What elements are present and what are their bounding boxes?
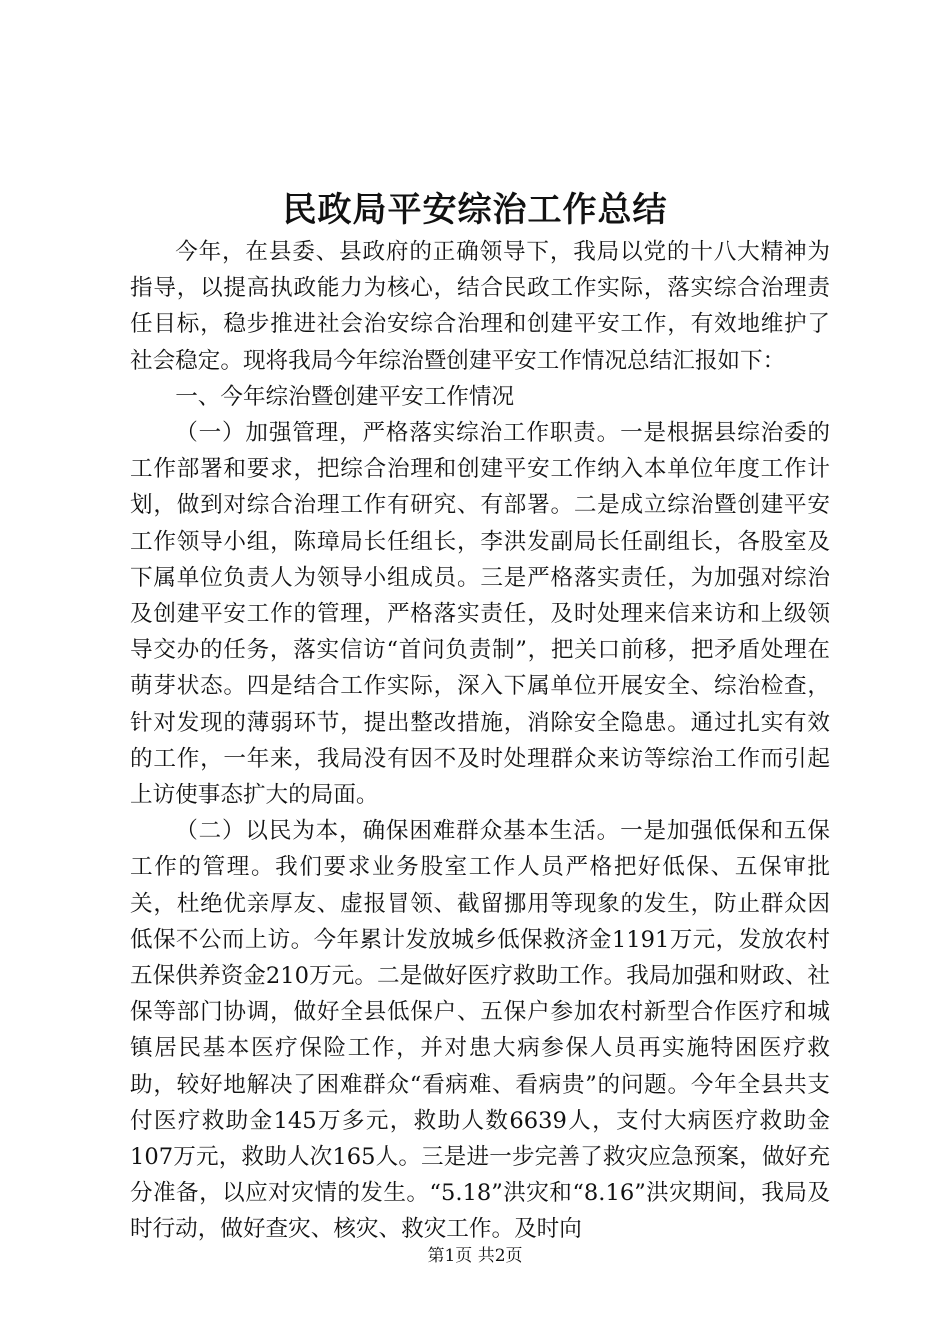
body-paragraph: （一）加强管理，严格落实综治工作职责。一是根据县综治委的工作部署和要求，把综合治理和创建平安工作纳入本单位年度工作计划，做到对综合治理工作有研究、有部署。二是成立综治暨创建平安工作领导小组，陈璋局长任组长，李洪发副局长任副组长，各股室及下属单位负责人为领导小组成员。三是严格落实责任，为加强对综治及创建平安工作的管理，严格落实责任，及时处理来信来访和上级领导交办的任务，落实信访“首问负责制”，把关口前移，把矛盾处理在萌芽状态。四是结合工作实际，深入下属单位开展安全、综治检查，针对发现的薄弱环节，提出整改措施，消除安全隐患。通过扎实有效的工作，一年来，我局没有因不及时处理群众来访等综治工作而引起上访使事态扩大的局面。: [130, 420, 830, 809]
section-heading: 一、今年综治暨创建平安工作情况: [175, 383, 515, 410]
page-footer: 第1页 共2页: [427, 1246, 523, 1266]
intro-paragraph: 今年，在县委、县政府的正确领导下，我局以党的十八大精神为指导，以提高执政能力为核心，结合民政工作实际，落实综合治理责任目标，稳步推进社会治安综合治理和创建平安工作，有效地维护了社会稳定。现将我局今年综治暨创建平安工作情况总结汇报如下：: [130, 239, 830, 374]
document-body: [130, 234, 830, 1248]
document-title: 民政局平安综治工作总结: [282, 190, 668, 230]
body-paragraph: （二）以民为本，确保困难群众基本生活。一是加强低保和五保工作的管理。我们要求业务股室工作人员严格把好低保、五保审批关，杜绝优亲厚友、虚报冒领、截留挪用等现象的发生，防止群众因低保不公而上访。今年累计发放城乡低保救济金1191万元，发放农村五保供养资金210万元。二是做好医疗救助工作。我局加强和财政、社保等部门协调，做好全县低保户、五保户参加农村新型合作医疗和城镇居民基本医疗保险工作，并对患大病参保人员再实施特困医疗救助，较好地解决了困难群众“看病难、看病贵”的问题。今年全县共支付医疗救助金145万多元，救助人数6639人，支付大病医疗救助金107万元，救助人次165人。三是进一步完善了救灾应急预案，做好充分准备，以应对灾情的发生。“5.18”洪灾和“8.16”洪灾期间，我局及时行动，做好查灾、核灾、救灾工作。及时向: [130, 818, 830, 1243]
